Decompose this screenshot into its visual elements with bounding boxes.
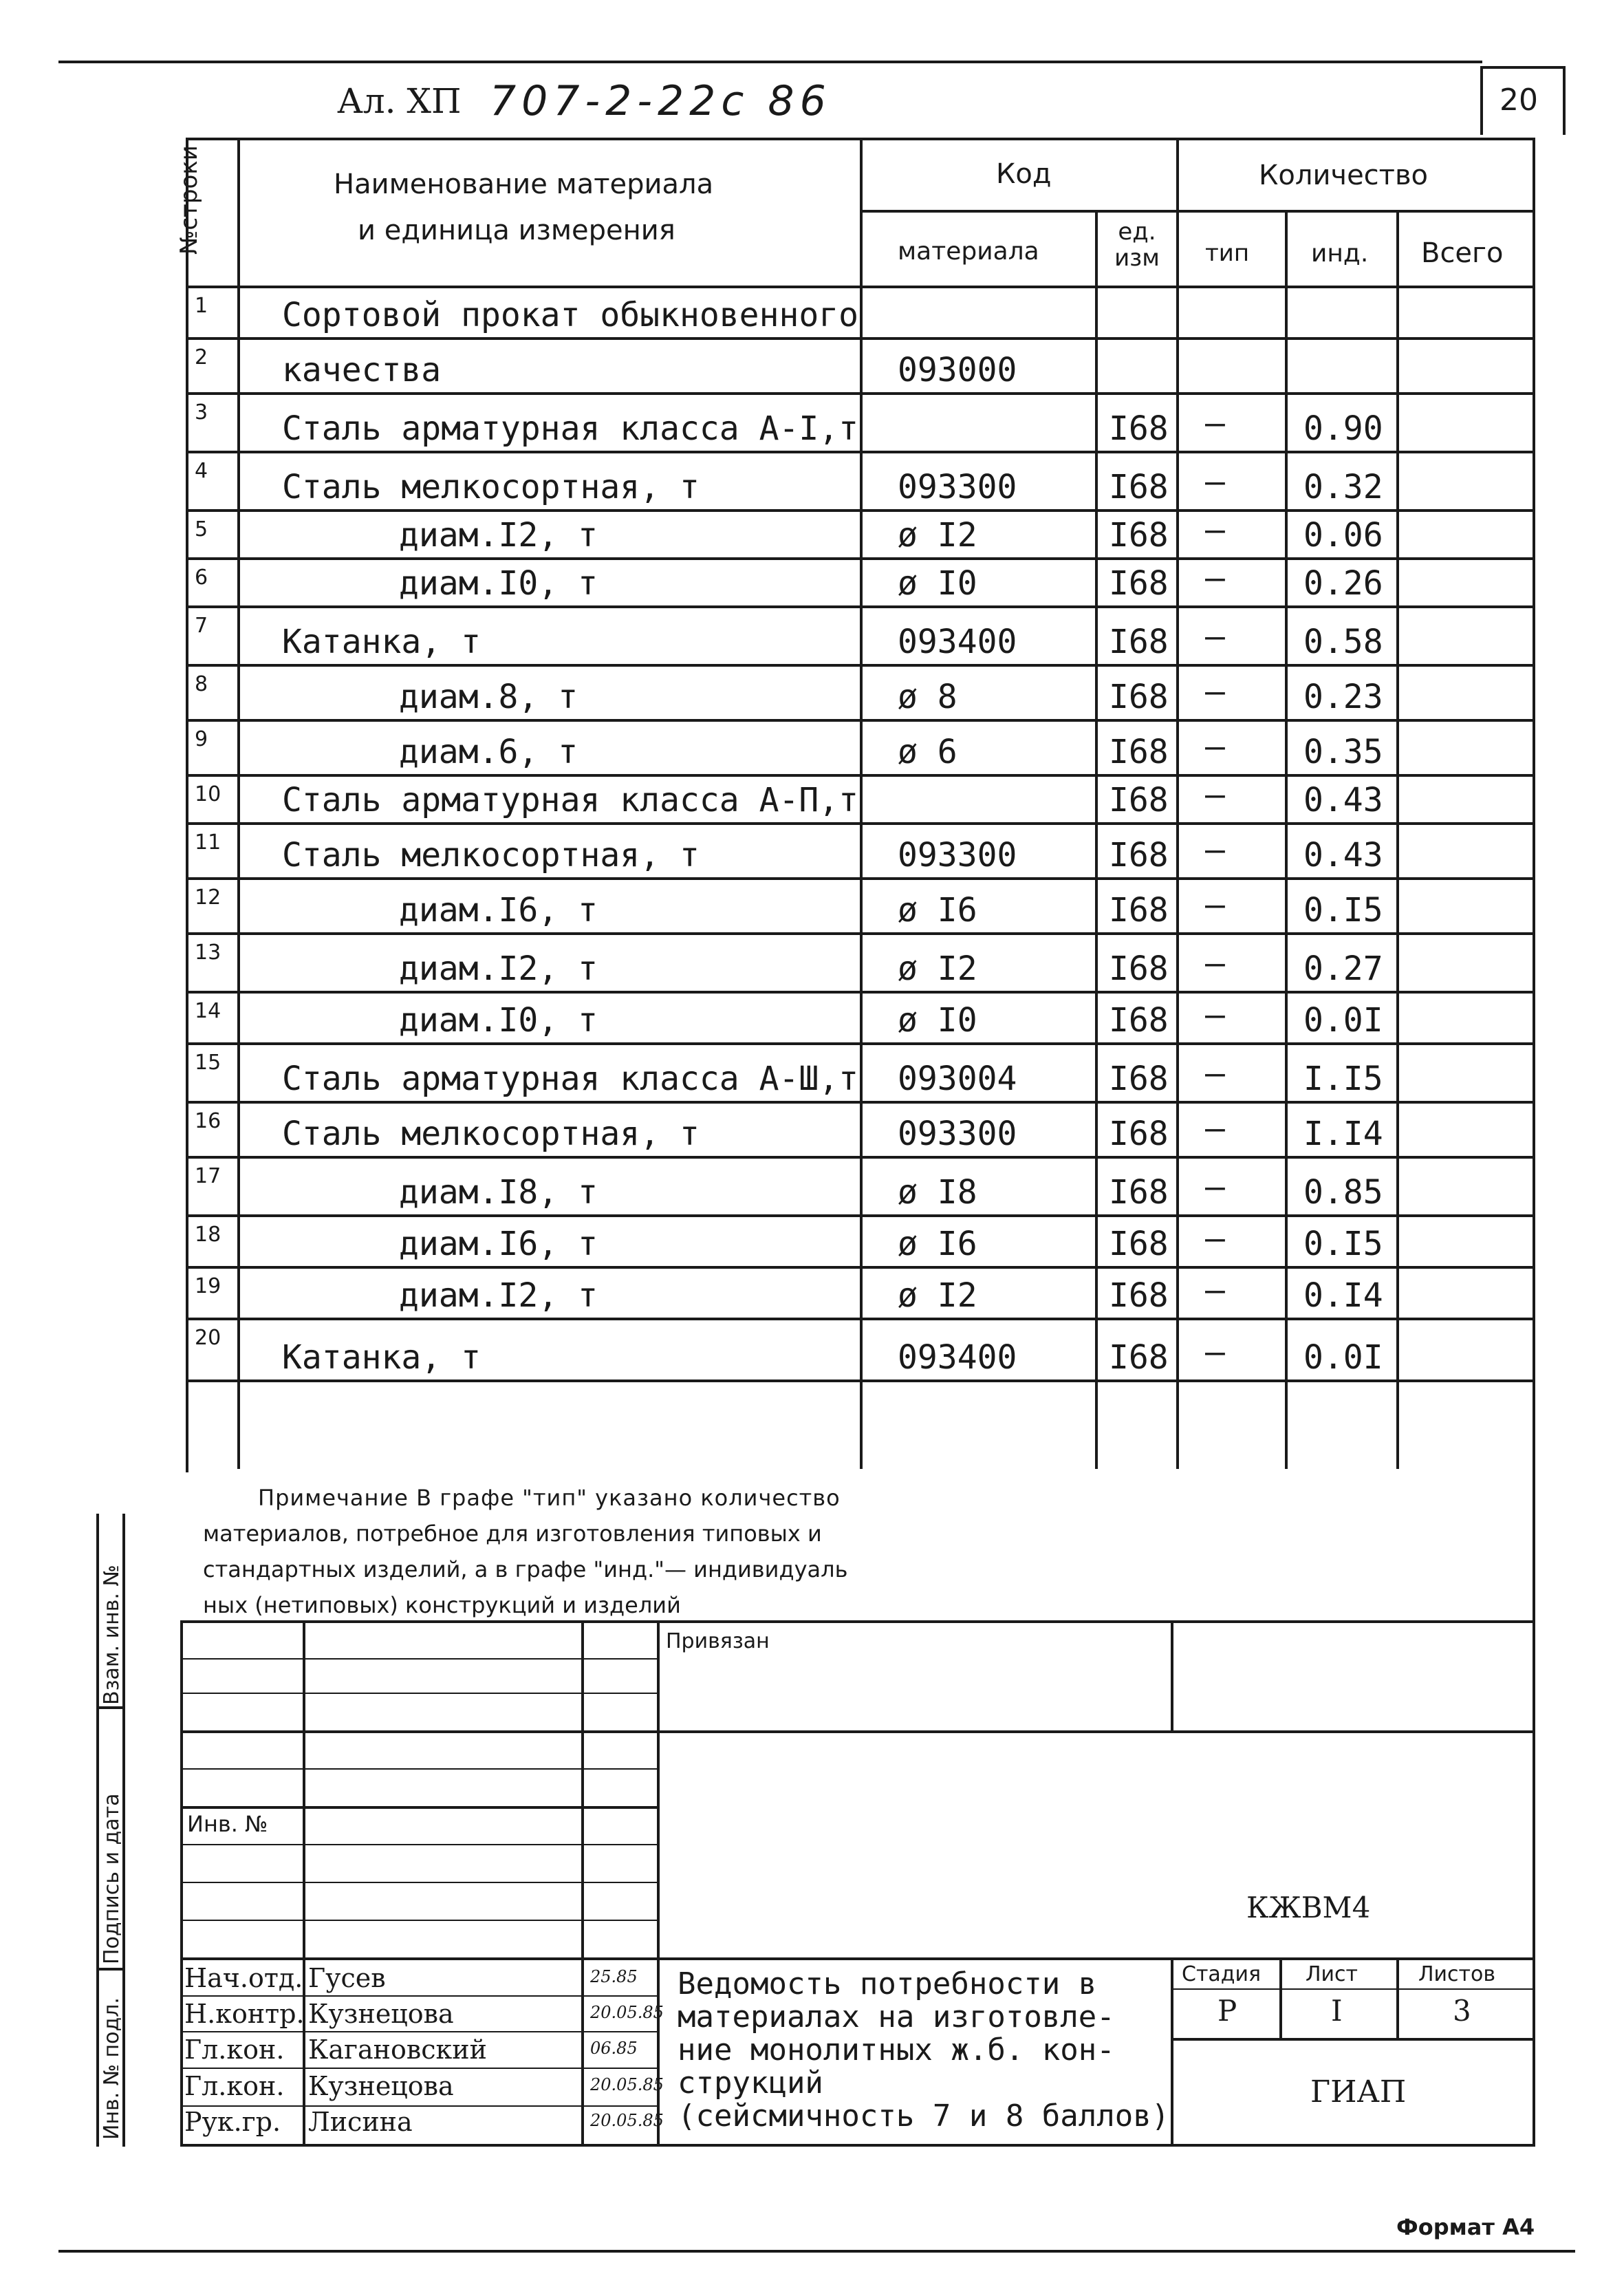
note-line4: ных (нетиповых) конструкций и изделий <box>203 1592 681 1618</box>
qty-type: — <box>1205 1168 1225 1206</box>
unit-code: I68 <box>1109 891 1169 930</box>
side-inv-podl: Инв. № подл. <box>100 1997 124 2140</box>
sign-date: 06.85 <box>590 2039 638 2058</box>
row-separator <box>186 337 1535 340</box>
header-type: тип <box>1205 239 1250 267</box>
stage-label: Стадия <box>1182 1962 1262 1986</box>
row-separator <box>186 877 1535 880</box>
signer-name: Лисина <box>308 2107 413 2137</box>
unit-code: I68 <box>1109 1173 1169 1212</box>
unit-code: I68 <box>1109 623 1169 661</box>
material-code: 093300 <box>898 1115 1017 1153</box>
material-name: диам.I2, т <box>399 1276 598 1315</box>
side-vzam: Взам. инв. № <box>100 1565 124 1705</box>
note-line1: Примечание В графе "тип" указано количество <box>258 1485 841 1511</box>
row-separator <box>186 991 1535 994</box>
row-number: 9 <box>195 727 208 751</box>
material-name: диам.I2, т <box>399 949 598 988</box>
title-line: Ведомость потребности в <box>678 1966 1097 2001</box>
title-line: ние монолитных ж.б. кон- <box>678 2032 1115 2068</box>
sign-date: 20.05.85 <box>590 2075 664 2094</box>
material-code: ø I0 <box>898 1001 977 1040</box>
qty-type: — <box>1205 1271 1225 1309</box>
row-separator <box>186 664 1535 667</box>
row-number: 17 <box>195 1164 221 1188</box>
signer-role: Гл.кон. <box>184 2035 285 2065</box>
row-number: 7 <box>195 614 208 638</box>
qty-type: — <box>1205 830 1225 869</box>
material-code: ø 8 <box>898 678 957 716</box>
row-separator <box>186 932 1535 935</box>
row-number: 19 <box>195 1274 221 1298</box>
unit-code: I68 <box>1109 1338 1169 1377</box>
header-quantity: Количество <box>1259 160 1429 191</box>
material-name: Сталь мелкосортная, т <box>282 468 700 506</box>
linked-label: Привязан <box>666 1629 770 1653</box>
qty-individual: I.I4 <box>1303 1115 1383 1153</box>
header-total: Всего <box>1421 237 1504 269</box>
material-code: 093000 <box>898 351 1017 389</box>
header-unit: ед. изм <box>1114 218 1160 272</box>
material-code: 093400 <box>898 1338 1017 1377</box>
title-line: (сейсмичность 7 и 8 баллов) <box>678 2098 1170 2134</box>
row-number: 6 <box>195 566 208 590</box>
row-number: 5 <box>195 517 208 541</box>
signer-role: Н.контр. <box>184 1999 305 2029</box>
qty-individual: 0.27 <box>1303 949 1383 988</box>
material-code: ø I6 <box>898 891 977 930</box>
qty-individual: 0.32 <box>1303 468 1383 506</box>
album-code: Ал. XП <box>337 81 462 121</box>
row-number: 1 <box>195 294 208 318</box>
row-separator <box>186 1379 1535 1382</box>
header-material: материала <box>898 237 1039 266</box>
material-name: Сталь арматурная класса А-П,т <box>282 781 859 819</box>
material-name: качества <box>282 351 442 389</box>
qty-type: — <box>1205 1333 1225 1371</box>
sheet-value: I <box>1331 1994 1343 2028</box>
material-name: Сортовой прокат обыкновенного <box>282 296 859 334</box>
signer-role: Рук.гр. <box>184 2107 281 2137</box>
unit-code: I68 <box>1109 516 1169 555</box>
signer-role: Нач.отд. <box>184 1963 303 1993</box>
unit-code: I68 <box>1109 1225 1169 1263</box>
row-separator <box>186 774 1535 777</box>
row-number: 16 <box>195 1109 221 1133</box>
row-number: 15 <box>195 1051 221 1075</box>
row-separator <box>186 1156 1535 1159</box>
row-separator <box>186 1214 1535 1217</box>
qty-type: — <box>1205 1109 1225 1148</box>
signer-name: Кагановский <box>308 2035 487 2065</box>
row-number: 2 <box>195 345 208 369</box>
sheets-label: Листов <box>1418 1962 1496 1986</box>
page-number: 20 <box>1500 83 1538 118</box>
qty-individual: 0.23 <box>1303 678 1383 716</box>
unit-code: I68 <box>1109 781 1169 819</box>
qty-individual: 0.43 <box>1303 781 1383 819</box>
signer-name: Кузнецова <box>308 1999 454 2029</box>
unit-code: I68 <box>1109 1276 1169 1315</box>
signer-role: Гл.кон. <box>184 2071 285 2101</box>
row-separator <box>186 392 1535 395</box>
project-code: 707-2-22с 86 <box>490 77 832 125</box>
qty-individual: 0.0I <box>1303 1001 1383 1040</box>
signer-name: Кузнецова <box>308 2071 454 2101</box>
sheet-label: Лист <box>1306 1962 1358 1986</box>
signer-name: Гусев <box>308 1963 386 1993</box>
material-name: диам.I6, т <box>399 1225 598 1263</box>
material-code: ø 6 <box>898 733 957 771</box>
unit-code: I68 <box>1109 949 1169 988</box>
sheets-value: 3 <box>1453 1994 1471 2028</box>
note-line3: стандартных изделий, а в графе "инд."— индивидуаль <box>203 1556 848 1582</box>
row-number: 4 <box>195 459 208 483</box>
qty-individual: 0.43 <box>1303 836 1383 874</box>
row-number: 3 <box>195 400 208 425</box>
row-number: 11 <box>195 830 221 855</box>
material-code: ø I2 <box>898 949 977 988</box>
row-separator <box>186 1101 1535 1104</box>
qty-type: — <box>1205 996 1225 1034</box>
qty-type: — <box>1205 672 1225 711</box>
qty-type: — <box>1205 1054 1225 1093</box>
stage-value: Р <box>1217 1994 1237 2028</box>
qty-type: — <box>1205 727 1225 766</box>
row-separator <box>186 1266 1535 1269</box>
row-number: 20 <box>195 1326 221 1350</box>
qty-individual: 0.0I <box>1303 1338 1383 1377</box>
material-name: Сталь мелкосортная, т <box>282 836 700 874</box>
header-name-line2: и единица измерения <box>358 215 675 246</box>
sign-date: 20.05.85 <box>590 2003 664 2022</box>
material-name: диам.I6, т <box>399 891 598 930</box>
doc-code: КЖВМ4 <box>1246 1891 1371 1924</box>
material-name: Катанка, т <box>282 623 481 661</box>
row-separator <box>186 605 1535 608</box>
unit-code: I68 <box>1109 678 1169 716</box>
qty-individual: 0.90 <box>1303 409 1383 448</box>
title-line: материалах на изготовле- <box>678 1999 1115 2035</box>
material-code: 093300 <box>898 836 1017 874</box>
qty-type: — <box>1205 1219 1225 1258</box>
unit-code: I68 <box>1109 409 1169 448</box>
qty-type: — <box>1205 885 1225 924</box>
qty-individual: 0.85 <box>1303 1173 1383 1212</box>
row-number: 18 <box>195 1223 221 1247</box>
inv-no-label: Инв. № <box>187 1811 268 1837</box>
row-number: 8 <box>195 672 208 696</box>
material-name: диам.6, т <box>399 733 578 771</box>
material-code: ø I8 <box>898 1173 977 1212</box>
row-separator <box>186 1042 1535 1045</box>
unit-code: I68 <box>1109 1060 1169 1098</box>
qty-individual: 0.35 <box>1303 733 1383 771</box>
row-number: 10 <box>195 782 221 806</box>
qty-type: — <box>1205 617 1225 656</box>
sign-date: 25.85 <box>590 1967 638 1986</box>
row-separator <box>186 557 1535 560</box>
material-code: ø I2 <box>898 516 977 555</box>
qty-type: — <box>1205 462 1225 501</box>
unit-code: I68 <box>1109 468 1169 506</box>
qty-individual: I.I5 <box>1303 1060 1383 1098</box>
unit-code: I68 <box>1109 733 1169 771</box>
material-code: 093400 <box>898 623 1017 661</box>
qty-individual: 0.58 <box>1303 623 1383 661</box>
material-code: ø I2 <box>898 1276 977 1315</box>
material-code: ø I0 <box>898 564 977 603</box>
unit-code: I68 <box>1109 1001 1169 1040</box>
qty-type: — <box>1205 944 1225 983</box>
header-code: Код <box>996 158 1052 190</box>
row-number: 12 <box>195 885 221 910</box>
qty-type: — <box>1205 404 1225 442</box>
material-name: диам.I2, т <box>399 516 598 555</box>
side-podpis: Подпись и дата <box>100 1793 124 1964</box>
qty-individual: 0.I5 <box>1303 891 1383 930</box>
row-separator <box>186 509 1535 512</box>
qty-individual: 0.26 <box>1303 564 1383 603</box>
material-name: Сталь арматурная класса А-Ш,т <box>282 1060 859 1098</box>
title-line: струкций <box>678 2065 823 2101</box>
format-label: Формат А4 <box>1396 2214 1535 2240</box>
row-number: 14 <box>195 999 221 1023</box>
qty-type: — <box>1205 775 1225 814</box>
header-name-line1: Наименование материала <box>334 169 714 200</box>
unit-code: I68 <box>1109 836 1169 874</box>
row-separator <box>186 1318 1535 1320</box>
row-separator <box>186 822 1535 825</box>
material-name: диам.8, т <box>399 678 578 716</box>
header-row-no: №строки <box>175 145 203 255</box>
material-name: диам.I0, т <box>399 564 598 603</box>
unit-code: I68 <box>1109 1115 1169 1153</box>
material-name: Сталь арматурная класса А-I,т <box>282 409 859 448</box>
material-code: 093004 <box>898 1060 1017 1098</box>
qty-individual: 0.I4 <box>1303 1276 1383 1315</box>
sign-date: 20.05.85 <box>590 2111 664 2130</box>
material-name: диам.I0, т <box>399 1001 598 1040</box>
organization: ГИАП <box>1310 2074 1407 2109</box>
material-code: 093300 <box>898 468 1017 506</box>
header-individual: инд. <box>1311 239 1369 268</box>
material-code: ø I6 <box>898 1225 977 1263</box>
row-separator <box>186 719 1535 722</box>
material-name: Катанка, т <box>282 1338 481 1377</box>
note-line2: материалов, потребное для изготовления типовых и <box>203 1521 822 1547</box>
row-number: 13 <box>195 941 221 965</box>
material-name: Сталь мелкосортная, т <box>282 1115 700 1153</box>
row-separator <box>186 451 1535 453</box>
qty-individual: 0.06 <box>1303 516 1383 555</box>
unit-code: I68 <box>1109 564 1169 603</box>
qty-type: — <box>1205 559 1225 597</box>
qty-individual: 0.I5 <box>1303 1225 1383 1263</box>
qty-type: — <box>1205 511 1225 549</box>
material-name: диам.I8, т <box>399 1173 598 1212</box>
